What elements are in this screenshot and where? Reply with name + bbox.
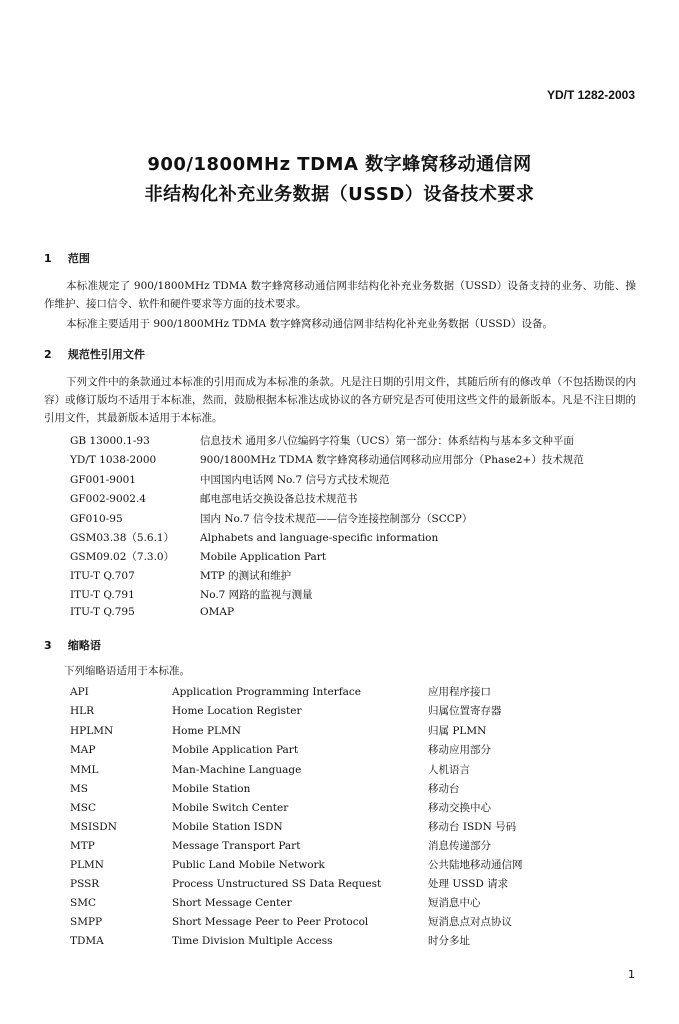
abbreviation: HPLMN xyxy=(70,725,114,737)
abbreviation-english: Short Message Center xyxy=(172,897,292,909)
abbreviation-chinese: 人机语言 xyxy=(428,764,470,776)
section-number: 3 xyxy=(44,639,52,652)
section-number: 2 xyxy=(44,348,52,361)
section-1-heading xyxy=(44,250,90,266)
reference-item xyxy=(70,568,291,583)
abbreviation-chinese: 归属位置寄存器 xyxy=(428,705,502,717)
reference-code: GF002-9002.4 xyxy=(70,493,147,505)
reference-code: ITU-T Q.795 xyxy=(70,606,135,618)
abbreviation-row xyxy=(70,857,523,872)
abbreviation: HLR xyxy=(70,705,95,717)
abbreviation-english: Mobile Application Part xyxy=(172,744,299,756)
reference-code: GF001-9001 xyxy=(70,474,136,486)
abbreviation-chinese: 短消息中心 xyxy=(428,897,481,909)
abbreviation-row xyxy=(70,781,460,796)
reference-code: ITU-T Q.707 xyxy=(70,570,135,582)
reference-code: YD/T 1038-2000 xyxy=(70,454,157,466)
abbreviation: MSC xyxy=(70,802,96,814)
abbreviation-english: Home PLMN xyxy=(172,725,241,737)
section-1-paragraph-2: 本标准主要适用于 900/1800MHz TDMA 数字蜂窝移动通信网非结构化补充业务数据（USSD）设备。 xyxy=(66,318,553,330)
section-3-paragraph: 下列缩略语适用于本标准。 xyxy=(64,665,190,677)
reference-item xyxy=(70,452,584,467)
abbreviation-english: Home Location Register xyxy=(172,705,302,717)
abbreviation-chinese: 移动应用部分 xyxy=(428,744,491,756)
reference-item xyxy=(70,511,472,526)
abbreviation-row xyxy=(70,762,470,777)
reference-title: 国内 No.7 信令技术规范——信令连接控制部分（SCCP） xyxy=(200,513,473,525)
reference-code: GF010-95 xyxy=(70,513,123,525)
abbreviation-row xyxy=(70,876,508,891)
reference-code: GSM03.38（5.6.1） xyxy=(70,532,175,544)
abbreviation-english: Mobile Station ISDN xyxy=(172,821,283,833)
reference-title: OMAP xyxy=(200,606,235,618)
abbreviation-chinese: 归属 PLMN xyxy=(428,725,487,737)
abbreviation-row xyxy=(70,703,502,718)
reference-title: 信息技术 通用多八位编码字符集（UCS）第一部分：体系结构与基本多文种平面 xyxy=(200,435,574,447)
abbreviation-english: Public Land Mobile Network xyxy=(172,859,325,871)
abbreviation-row xyxy=(70,684,491,699)
section-title: 范围 xyxy=(67,252,90,265)
abbreviation: PSSR xyxy=(70,878,100,890)
abbreviation: SMC xyxy=(70,897,96,909)
abbreviation-english: Time Division Multiple Access xyxy=(172,935,333,947)
abbreviation: MTP xyxy=(70,840,95,852)
abbreviation-row xyxy=(70,800,491,815)
abbreviation-chinese: 移动交换中心 xyxy=(428,802,491,814)
section-number: 1 xyxy=(44,252,52,265)
abbreviation-row xyxy=(70,895,481,910)
reference-title: 邮电部电话交换设备总技术规范书 xyxy=(200,493,358,505)
reference-code: GSM09.02（7.3.0） xyxy=(70,551,175,563)
reference-item xyxy=(70,606,234,618)
section-title: 规范性引用文件 xyxy=(67,348,145,361)
abbreviation: PLMN xyxy=(70,859,104,871)
abbreviation-english: Short Message Peer to Peer Protocol xyxy=(172,916,369,928)
abbreviation-english: Mobile Station xyxy=(172,783,251,795)
reference-item xyxy=(70,530,438,545)
reference-title: Alphabets and language-specific information xyxy=(200,532,439,544)
reference-item xyxy=(70,433,574,448)
abbreviation-row xyxy=(70,723,486,738)
reference-title: Mobile Application Part xyxy=(200,551,327,563)
reference-item xyxy=(70,549,326,564)
abbreviation-chinese: 消息传递部分 xyxy=(428,840,491,852)
abbreviation-chinese: 时分多址 xyxy=(428,935,470,947)
abbreviation: MML xyxy=(70,764,99,776)
standard-number: YD/T 1282-2003 xyxy=(546,88,635,102)
reference-title: 中国国内电话网 No.7 信号方式技术规范 xyxy=(200,474,390,486)
reference-item xyxy=(70,587,313,602)
abbreviation-chinese: 短消息点对点协议 xyxy=(428,916,512,928)
reference-title: No.7 网路的监视与测量 xyxy=(200,589,313,601)
abbreviation-chinese: 移动台 ISDN 号码 xyxy=(428,821,517,833)
abbreviation: SMPP xyxy=(70,916,103,928)
reference-title: 900/1800MHz TDMA 数字蜂窝移动通信网移动应用部分（Phase2+）技术规范 xyxy=(200,454,584,466)
section-2-heading xyxy=(44,346,145,362)
section-1-paragraph-1: 本标准规定了 900/1800MHz TDMA 数字蜂窝移动通信网非结构化补充业务数据（USSD）设备支持的业务、功能、操作维护、接口信令、软件和硬件要求等方面的技术要求。 xyxy=(44,280,636,310)
abbreviation-row xyxy=(70,838,491,853)
abbreviation-english: Mobile Switch Center xyxy=(172,802,289,814)
abbreviation: MS xyxy=(70,783,88,795)
reference-title: MTP 的测试和维护 xyxy=(200,570,292,582)
abbreviation-row xyxy=(70,742,491,757)
abbreviation: MSISDN xyxy=(70,821,117,833)
reference-code: ITU-T Q.791 xyxy=(70,589,135,601)
reference-item xyxy=(70,491,358,506)
abbreviation: TDMA xyxy=(70,935,104,947)
title-line-1: 900/1800MHz TDMA 数字蜂窝移动通信网 xyxy=(147,154,532,175)
reference-code: GB 13000.1-93 xyxy=(70,435,150,447)
abbreviation-chinese: 处理 USSD 请求 xyxy=(428,878,509,890)
page-number: 1 xyxy=(628,968,635,981)
abbreviation-english: Man-Machine Language xyxy=(172,764,302,776)
abbreviation: MAP xyxy=(70,744,96,756)
abbreviation-chinese: 移动台 xyxy=(428,783,460,795)
reference-item xyxy=(70,472,390,487)
abbreviation-row xyxy=(70,933,470,948)
abbreviation-chinese: 公共陆地移动通信网 xyxy=(428,859,523,871)
abbreviation-english: Message Transport Part xyxy=(172,840,301,852)
title-line-2: 非结构化补充业务数据（USSD）设备技术要求 xyxy=(144,184,535,205)
abbreviation: API xyxy=(70,686,89,698)
abbreviation-chinese: 应用程序接口 xyxy=(428,686,491,698)
abbreviation-english: Application Programming Interface xyxy=(172,686,361,698)
abbreviation-row xyxy=(70,914,512,929)
abbreviation-english: Process Unstructured SS Data Request xyxy=(172,878,382,890)
abbreviation-row xyxy=(70,819,516,834)
section-title: 缩略语 xyxy=(67,639,101,652)
section-3-heading xyxy=(44,637,101,653)
section-2-paragraph: 下列文件中的条款通过本标准的引用而成为本标准的条款。凡是注日期的引用文件，其随后所有的修改单（不包括勘误的内容）或修订版均不适用于本标准，然而，鼓励根据本标准达成协议的各方研究是否可使用这些文件的最新版本。凡是不注日期的引用文件，其最新版本适用于本标准。 xyxy=(44,376,636,424)
